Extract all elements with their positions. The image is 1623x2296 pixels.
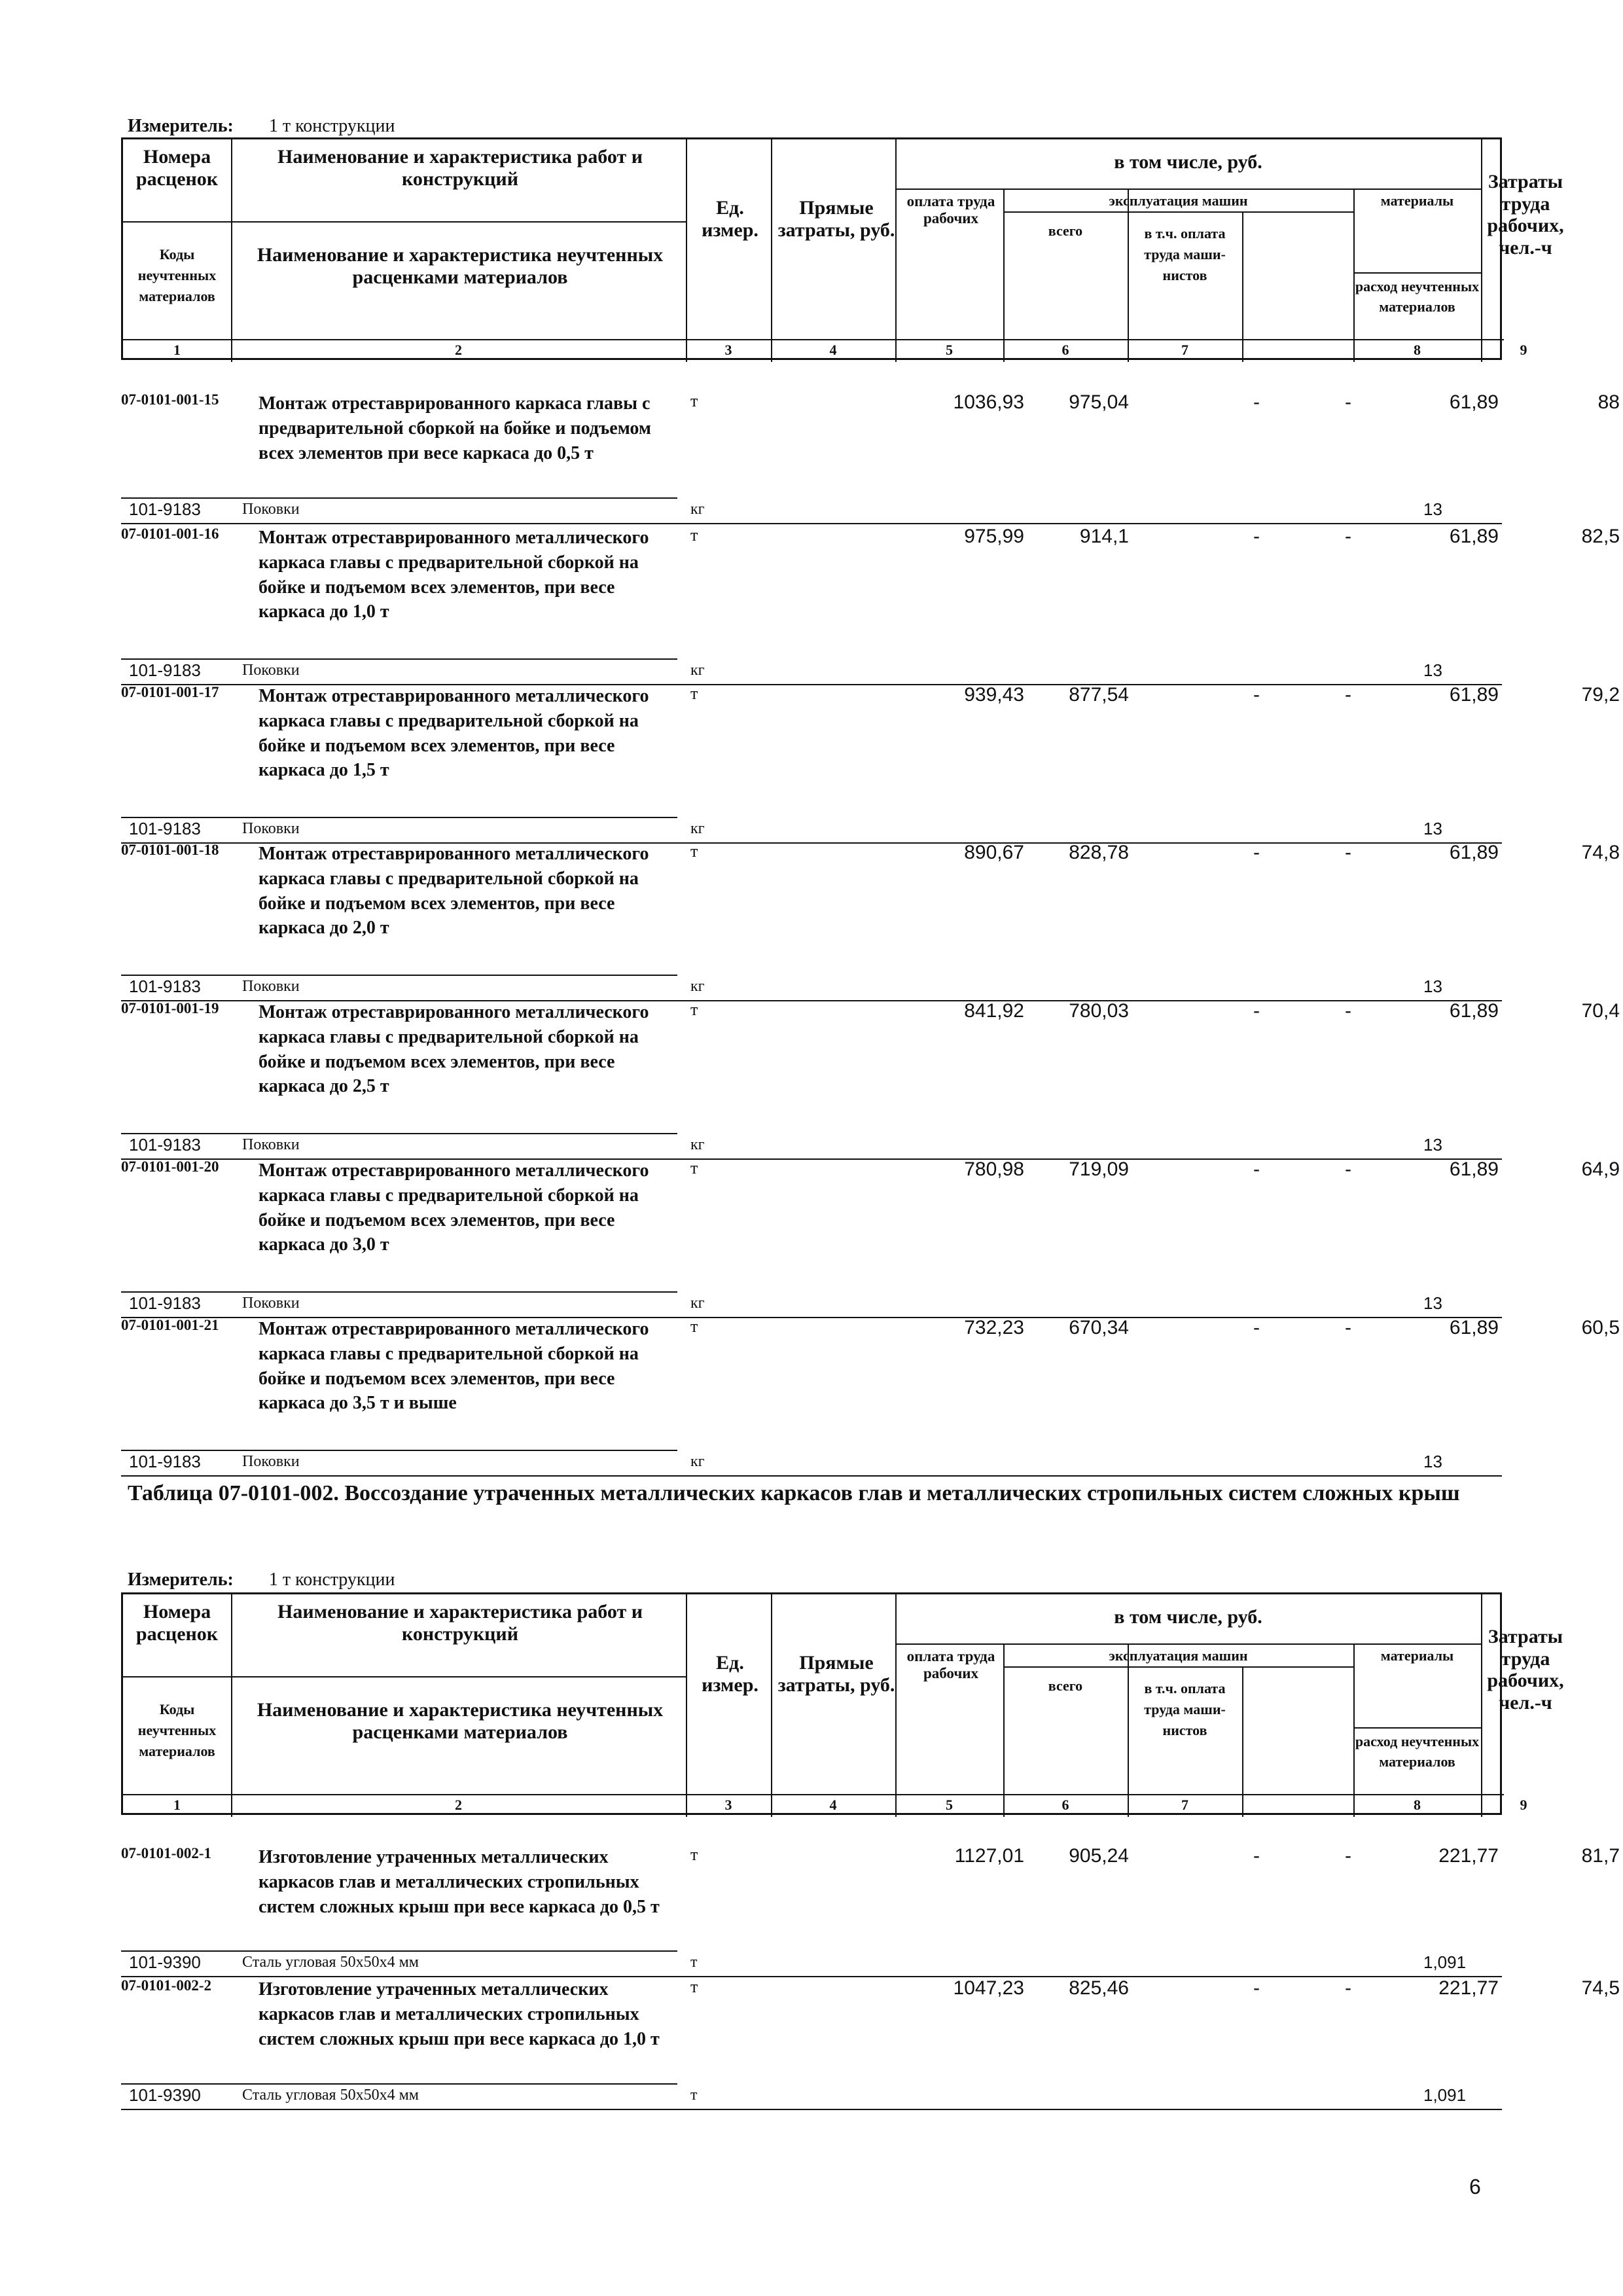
rate-code: 07-0101-001-17 [121,684,219,700]
header-machines-total: всего [1048,1677,1083,1694]
grid-line [1353,188,1355,362]
grid-line [1353,1643,1355,1817]
labor-cost: 905,24 [1069,1845,1129,1867]
measure-label: Измеритель: [128,116,234,136]
grid-line [1003,211,1353,213]
table-header [121,137,1564,360]
machines-cost: - [1253,1000,1260,1022]
divider [121,817,677,818]
measure-line [128,1570,395,1590]
labor-cost: 877,54 [1069,684,1129,706]
divider [121,658,677,660]
materials-cost: 221,77 [1438,1977,1499,1999]
header-labor: оплата труда рабочих [906,193,995,226]
machinists-labor-cost: - [1345,526,1351,547]
material-value: 1,091 [1423,2085,1467,2105]
labor-hours: 70,4 [1581,1000,1620,1022]
material-unit: кг [690,978,705,995]
machines-cost: - [1253,684,1260,706]
header-materials: материалы [1380,1647,1454,1664]
direct-cost: 975,99 [964,526,1024,547]
rate-code: 07-0101-001-20 [121,1158,219,1175]
direct-cost: 890,67 [964,842,1024,863]
header-col-number: 6 [1061,1797,1069,1813]
labor-cost: 719,09 [1069,1158,1129,1180]
header-col2-bottom: Наименование и характеристика неучтенных расценками материалов [257,1699,664,1743]
material-value: 13 [1423,977,1442,996]
materials-cost: 61,89 [1449,1158,1499,1180]
rate-code: 07-0101-002-2 [121,1977,211,1994]
divider [121,1133,677,1134]
labor-hours: 74,8 [1581,842,1620,863]
rate-code: 07-0101-001-16 [121,526,219,542]
header-col2-top: Наименование и характеристика работ и конструкций [277,146,643,190]
header-col-number: 8 [1414,342,1421,358]
material-value: 13 [1423,660,1442,680]
header-col4: Прямые затраты, руб. [777,197,895,241]
machines-cost: - [1253,1317,1260,1338]
grid-line [771,1594,772,1817]
material-name: Поковки [242,662,300,679]
divider [121,1950,677,1952]
material-unit: кг [690,820,705,837]
material-name: Сталь угловая 50х50х4 мм [242,2087,419,2104]
material-code: 101-9183 [129,1135,201,1155]
work-name: Монтаж отреставрированного металлического каркаса главы с предварительной сборкой на бойке и подъемом всех элементов, при весе каркаса до 1,5 т [259,686,649,781]
grid-line [1003,1666,1353,1668]
unit: т [690,1000,698,1019]
material-row [121,1452,1502,1475]
rate-code: 07-0101-001-18 [121,842,219,858]
table-header [121,1592,1564,1815]
material-unit: кг [690,662,705,679]
page-number: 6 [1469,2175,1481,2198]
labor-cost: 914,1 [1079,526,1129,547]
divider [121,497,677,499]
material-code: 101-9183 [129,1293,201,1313]
machinists-labor-cost: - [1345,842,1351,863]
grid-line [1353,272,1481,274]
header-col1-top: Номера расценок [135,1601,219,1645]
header-col-number: 1 [173,342,181,358]
labor-cost: 975,04 [1069,391,1129,413]
labor-cost: 670,34 [1069,1317,1129,1338]
header-col-number: 4 [829,1797,837,1813]
material-value: 13 [1423,819,1442,838]
header-materials-uncounted: расход неучтенных материалов [1355,1733,1480,1770]
labor-hours: 81,7 [1581,1845,1620,1867]
labor-cost: 825,46 [1069,1977,1129,1999]
material-code: 101-9183 [129,499,201,519]
material-row [121,977,1502,1000]
material-row [121,1952,1502,1976]
unit: т [690,526,698,545]
divider [121,1475,1502,1477]
material-name: Поковки [242,501,300,518]
material-unit: кг [690,1295,705,1312]
material-unit: кг [690,501,705,518]
unit: т [690,684,698,703]
machinists-labor-cost: - [1345,1317,1351,1338]
header-labor: оплата труда рабочих [906,1648,995,1681]
divider [121,2109,1502,2110]
material-code: 101-9183 [129,660,201,680]
material-code: 101-9183 [129,1452,201,1471]
header-col2-bottom: Наименование и характеристика неучтенных расценками материалов [257,244,664,288]
material-name: Сталь угловая 50х50х4 мм [242,1954,419,1971]
header-group: в том числе, руб. [1114,151,1262,173]
work-name: Монтаж отреставрированного металлического каркаса главы с предварительной сборкой на бойке и подъемом всех элементов, при весе каркаса до 3,5 т и выше [259,1319,649,1414]
header-materials-uncounted: расход неучтенных материалов [1355,278,1480,315]
unit: т [690,1977,698,1996]
material-name: Поковки [242,820,300,837]
machines-cost: - [1253,391,1260,413]
header-machines-labor: в т.ч. оплата труда маши-нистов [1144,225,1226,283]
header-machines: эксплуатация машин [1109,192,1248,209]
material-name: Поковки [242,1295,300,1312]
header-col1-bottom: Коды неучтенных материалов [137,246,217,304]
material-value: 13 [1423,1452,1442,1471]
material-row [121,660,1502,684]
material-row [121,2085,1502,2109]
header-col2-top: Наименование и характеристика работ и конструкций [277,1601,643,1645]
grid-line [231,139,232,362]
grid-line [123,1676,686,1677]
measure-value: 1 т конструкции [268,1570,395,1590]
material-value: 13 [1423,1293,1442,1313]
materials-cost: 61,89 [1449,842,1499,863]
grid-line [1003,1643,1005,1817]
header-col-number: 5 [946,1797,953,1813]
material-row [121,1135,1502,1158]
grid-line [123,339,1504,340]
direct-cost: 939,43 [964,684,1024,706]
labor-hours: 88 [1597,391,1620,413]
measure-value: 1 т конструкции [268,116,395,136]
material-code: 101-9390 [129,2085,201,2105]
work-name: Изготовление утраченных металлических каркасов глав и металлических стропильных систем сложных крыш при весе каркаса до 1,0 т [259,1979,660,2049]
material-unit: кг [690,1136,705,1153]
work-name: Монтаж отреставрированного каркаса главы с предварительной сборкой на бойке и подъемом всех элементов при весе каркаса до 0,5 т [259,393,651,463]
header-col-number: 9 [1520,342,1527,358]
header-group: в том числе, руб. [1114,1606,1262,1628]
material-row [121,499,1502,523]
labor-hours: 74,5 [1581,1977,1620,1999]
machinists-labor-cost: - [1345,391,1351,413]
unit: т [690,1158,698,1177]
header-col-number: 2 [455,1797,462,1813]
work-name: Изготовление утраченных металлических каркасов глав и металлических стропильных систем сложных крыш при весе каркаса до 0,5 т [259,1847,660,1917]
material-unit: т [690,1954,698,1971]
divider [121,975,677,976]
unit: т [690,1845,698,1864]
header-col1-bottom: Коды неучтенных материалов [137,1701,217,1759]
material-code: 101-9183 [129,819,201,838]
measure-label: Измеритель: [128,1570,234,1590]
grid-line [1003,188,1005,362]
header-col3: Ед. измер. [702,1652,758,1696]
machines-cost: - [1253,526,1260,547]
grid-line [123,1794,1504,1795]
rate-code: 07-0101-001-15 [121,391,219,408]
material-name: Поковки [242,1453,300,1470]
material-name: Поковки [242,978,300,995]
material-code: 101-9390 [129,1952,201,1972]
machinists-labor-cost: - [1345,1845,1351,1867]
machines-cost: - [1253,1845,1260,1867]
header-col9: Затраты труда рабочих, чел.-ч [1487,1626,1564,1713]
grid-line [231,1594,232,1817]
header-col-number: 7 [1181,1797,1188,1813]
direct-cost: 732,23 [964,1317,1024,1338]
direct-cost: 1127,01 [954,1845,1024,1867]
work-name: Монтаж отреставрированного металлического каркаса главы с предварительной сборкой на бойке и подъемом всех элементов, при весе каркаса до 1,0 т [259,528,649,622]
divider [121,1450,677,1451]
labor-cost: 828,78 [1069,842,1129,863]
header-col-number: 6 [1061,342,1069,358]
grid-line [1353,1727,1481,1729]
direct-cost: 1036,93 [953,391,1024,413]
header-col-number: 4 [829,342,837,358]
materials-cost: 221,77 [1438,1845,1499,1867]
measure-line [128,116,395,137]
labor-hours: 64,9 [1581,1158,1620,1180]
rate-code: 07-0101-001-19 [121,1000,219,1016]
material-value: 1,091 [1423,1952,1467,1972]
work-name: Монтаж отреставрированного металлического каркаса главы с предварительной сборкой на бойке и подъемом всех элементов, при весе каркаса до 2,5 т [259,1002,649,1097]
machinists-labor-cost: - [1345,684,1351,706]
header-col9: Затраты труда рабочих, чел.-ч [1487,171,1564,259]
divider [121,2083,677,2085]
material-row [121,819,1502,842]
table-title: Таблица 07-0101-002. Воссоздание утраченных металлических каркасов глав и металлических стропильных систем сложных крыш [128,1481,1460,1505]
grid-line [1481,1594,1482,1817]
header-col-number: 9 [1520,1797,1527,1813]
materials-cost: 61,89 [1449,684,1499,706]
labor-hours: 82,5 [1581,526,1620,547]
material-value: 13 [1423,1135,1442,1155]
unit: т [690,1317,698,1336]
header-col-number: 3 [724,342,732,358]
direct-cost: 1047,23 [953,1977,1024,1999]
grid-line [1481,139,1482,362]
header-col-number: 8 [1414,1797,1421,1813]
machinists-labor-cost: - [1345,1977,1351,1999]
machines-cost: - [1253,1158,1260,1180]
header-col-number: 3 [724,1797,732,1813]
header-col-number: 1 [173,1797,181,1813]
divider [121,523,1502,524]
header-col-number: 2 [455,342,462,358]
material-row [121,1293,1502,1317]
grid-line [686,1594,687,1817]
grid-line [123,221,686,223]
materials-cost: 61,89 [1449,526,1499,547]
material-value: 13 [1423,499,1442,519]
divider [121,1291,677,1293]
grid-line [771,139,772,362]
unit: т [690,842,698,861]
header-col1-top: Номера расценок [135,146,219,190]
materials-cost: 61,89 [1449,1317,1499,1338]
material-unit: кг [690,1453,705,1470]
unit: т [690,391,698,410]
machines-cost: - [1253,1977,1260,1999]
work-name: Монтаж отреставрированного металлического каркаса главы с предварительной сборкой на бойке и подъемом всех элементов, при весе каркаса до 2,0 т [259,844,649,939]
direct-cost: 780,98 [964,1158,1024,1180]
header-col-number: 7 [1181,342,1188,358]
direct-cost: 841,92 [964,1000,1024,1022]
machinists-labor-cost: - [1345,1000,1351,1022]
header-col4: Прямые затраты, руб. [777,1652,895,1696]
machines-cost: - [1253,842,1260,863]
header-machines: эксплуатация машин [1109,1647,1248,1664]
header-machines-labor: в т.ч. оплата труда маши-нистов [1144,1680,1226,1738]
work-name: Монтаж отреставрированного металлического каркаса главы с предварительной сборкой на бойке и подъемом всех элементов, при весе каркаса до 3,0 т [259,1160,649,1255]
header-materials: материалы [1380,192,1454,209]
grid-line [686,139,687,362]
grid-line [895,188,1481,190]
machinists-labor-cost: - [1345,1158,1351,1180]
material-name: Поковки [242,1136,300,1153]
material-unit: т [690,2087,698,2104]
grid-line [895,1643,1481,1645]
header-col3: Ед. измер. [702,197,758,241]
labor-hours: 79,2 [1581,684,1620,706]
labor-cost: 780,03 [1069,1000,1129,1022]
header-machines-total: всего [1048,223,1083,239]
material-code: 101-9183 [129,977,201,996]
header-col-number: 5 [946,342,953,358]
labor-hours: 60,5 [1581,1317,1620,1338]
materials-cost: 61,89 [1449,391,1499,413]
materials-cost: 61,89 [1449,1000,1499,1022]
rate-code: 07-0101-001-21 [121,1317,219,1333]
rate-code: 07-0101-002-1 [121,1845,211,1861]
